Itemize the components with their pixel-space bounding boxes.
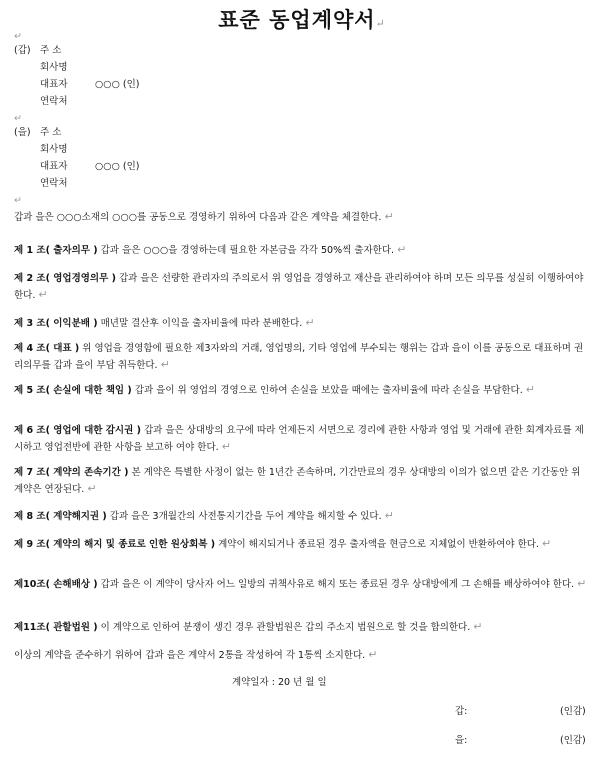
paragraph-mark-icon: ↵ <box>14 113 22 124</box>
closing-paragraph: 이상의 계약을 준수하기 위하여 갑과 을은 계약서 2통을 작성하여 각 1통씩 소지한다. ↵ <box>14 648 378 661</box>
party-gap-address-label: 주 소 <box>40 45 62 56</box>
signature-gap-seal: (인감) <box>560 706 586 717</box>
article-6: 제 6 조( 영업에 대한 감시권 ) 갑과 을은 상대방의 요구에 따라 언제든지 서면으로 경리에 관한 사항과 영업 및 거래에 관한 회계자료를 제시하고 영업전반에 관한 사항을 보고하 여야 한다. ↵ <box>14 425 584 453</box>
article-7: 제 7 조( 계약의 존속기간 ) 본 계약은 특별한 사정이 없는 한 1년간 존속하며, 기간만료의 경우 상대방의 이의가 없으면 같은 기간동안 위 계약은 연장된다. ↵ <box>14 467 581 495</box>
signature-eul-label: 을: <box>455 735 468 746</box>
article-heading: 제 8 조( 계약해지권 ) <box>14 511 107 522</box>
party-eul-ceo-label: 대표자 <box>40 161 68 172</box>
document-title: 표준 동업계약서↵ <box>218 7 386 32</box>
intro-paragraph: 갑과 을은 ○○○소재의 ○○○를 공동으로 경영하기 위하여 다음과 같은 계약을 체결한다. ↵ <box>14 210 394 223</box>
article-3: 제 3 조( 이익분배 ) 매년말 결산후 이익을 출자비율에 따라 분배한다. ↵ <box>14 316 315 329</box>
article-heading: 제 9 조( 계약의 해지 및 종료로 인한 원상회복 ) <box>14 539 216 550</box>
article-heading: 제 4 조( 대표 ) <box>14 343 80 354</box>
party-eul-ceo-value: ○○○ (인) <box>95 161 140 172</box>
party-gap-contact-label: 연락처 <box>40 96 68 107</box>
signature-eul-seal: (인감) <box>560 735 586 746</box>
article-heading: 제 1 조( 출자의무 ) <box>14 245 98 256</box>
article-heading: 제 7 조( 계약의 존속기간 ) <box>14 467 129 478</box>
party-eul-address-label: 주 소 <box>40 127 62 138</box>
article-heading: 제 2 조( 영업경영의무 ) <box>14 273 116 284</box>
party-gap-company-label: 회사명 <box>40 62 68 73</box>
contract-date: 계약일자 : 20 년 월 일 <box>232 677 327 688</box>
paragraph-mark-icon: ↵ <box>375 17 386 30</box>
article-9: 제 9 조( 계약의 해지 및 종료로 인한 원상회복 ) 계약이 해지되거나 종료된 경우 출자액을 현금으로 지체없이 반환하여야 한다. ↵ <box>14 537 552 550</box>
party-gap-tag: (갑) <box>14 45 31 56</box>
article-heading: 제11조( 관할법원 ) <box>14 622 98 633</box>
article-8: 제 8 조( 계약해지권 ) 갑과 을은 3개월간의 사전통지기간을 두어 계약을 해지할 수 있다. ↵ <box>14 509 394 522</box>
article-5: 제 5 조( 손실에 대한 책임 ) 갑과 을이 위 영업의 경영으로 인하여 손실을 보았을 때에는 출자비율에 따라 손실을 부담한다. ↵ <box>14 383 535 396</box>
article-heading: 제10조( 손해배상 ) <box>14 579 98 590</box>
paragraph-mark-icon: ↵ <box>14 31 22 42</box>
article-11: 제11조( 관할법원 ) 이 계약으로 인하여 분쟁이 생긴 경우 관할법원은 갑의 주소지 법원으로 할 것을 합의한다. ↵ <box>14 620 483 633</box>
article-2: 제 2 조( 영업경영의무 ) 갑과 을은 선량한 관리자의 주의로서 위 영업을 경영하고 재산을 관리하여야 하며 모든 의무를 성실히 이행하여야 한다. ↵ <box>14 273 584 301</box>
article-1: 제 1 조( 출자의무 ) 갑과 을은 ○○○을 경영하는데 필요한 자본금을 각각 50%씩 출자한다. ↵ <box>14 243 407 256</box>
article-heading: 제 5 조( 손실에 대한 책임 ) <box>14 385 132 396</box>
party-gap-ceo-value: ○○○ (인) <box>95 79 140 90</box>
article-heading: 제 3 조( 이익분배 ) <box>14 318 98 329</box>
article-4: 제 4 조( 대표 ) 위 영업을 경영함에 필요한 제3자와의 거래, 영업명의, 기타 영업에 부수되는 행위는 갑과 을이 이를 공동으로 대표하며 권리의무를 갑과 을이 부담 취득한다. ↵ <box>14 343 584 371</box>
article-10: 제10조( 손해배상 ) 갑과 을은 이 계약이 당사자 어느 일방의 귀책사유로 해지 또는 종료된 경우 상대방에게 그 손해를 배상하여야 한다. ↵ <box>14 577 587 590</box>
signature-gap-label: 갑: <box>455 706 468 717</box>
article-heading: 제 6 조( 영업에 대한 감시권 ) <box>14 425 141 436</box>
party-eul-company-label: 회사명 <box>40 144 68 155</box>
party-gap-ceo-label: 대표자 <box>40 79 68 90</box>
party-eul-tag: (을) <box>14 127 31 138</box>
paragraph-mark-icon: ↵ <box>14 195 22 206</box>
party-eul-contact-label: 연락처 <box>40 178 68 189</box>
